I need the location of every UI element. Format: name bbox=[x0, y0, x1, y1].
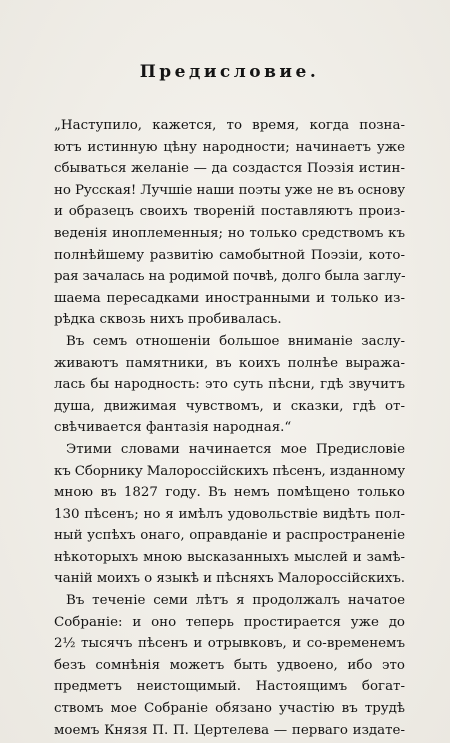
text-line: предметъ неистощимый. Настоящимъ богат- bbox=[54, 679, 405, 695]
text-line: рая зачалась на родимой почвѣ, долго была заглу- bbox=[54, 269, 406, 285]
text-line: Этими словами начинается мое Предисловіе bbox=[66, 441, 405, 457]
text-line: живаютъ памятники, въ коихъ полнѣе выража- bbox=[54, 355, 405, 371]
text-line: свѣчивается фантазія народная.“ bbox=[54, 420, 292, 436]
text-line: чаній моихъ о языкѣ и пѣсняхъ Малороссійскихъ. bbox=[54, 571, 405, 587]
text-line: Собраніе: и оно теперь простирается уже до bbox=[54, 614, 405, 630]
paragraph-4 bbox=[54, 590, 405, 741]
text-line: полнѣйшему развитію самобытной Поэзіи, кото- bbox=[54, 247, 405, 263]
text-line: 2½ тысячъ пѣсенъ и отрывковъ, и со-временемъ bbox=[54, 636, 405, 652]
text-line: мною въ 1827 году. Въ немъ помѣщено только bbox=[54, 485, 405, 501]
text-line: нѣкоторыхъ мною высказанныхъ мыслей и замѣ- bbox=[54, 549, 405, 565]
text-line: къ Сборнику Малороссійскихъ пѣсенъ, изданному bbox=[54, 463, 405, 479]
paragraph-2 bbox=[54, 331, 405, 439]
text-line: моемъ Князя П. П. Цертелева — перваго издате- bbox=[54, 722, 405, 738]
text-line: душа, движимая чувствомъ, и сказки, гдѣ от- bbox=[54, 398, 405, 414]
text-line: Въ семъ отношеніи большое вниманіе заслу- bbox=[66, 333, 405, 349]
text-line: Въ теченіе семи лѣтъ я продолжалъ начатое bbox=[66, 593, 405, 609]
paragraph-3 bbox=[54, 439, 405, 590]
text-line: и образецъ своихъ твореній поставляютъ произ- bbox=[54, 204, 405, 220]
text-line: сбываться желаніе — да создастся Поэзія истин- bbox=[54, 161, 405, 177]
text-line: шаема пересадками иностранными и только из- bbox=[54, 290, 405, 306]
text-line: 130 пѣсенъ; но я имѣлъ удовольствіе видѣть пол- bbox=[54, 506, 405, 522]
page-title: Предисловие. bbox=[139, 62, 320, 82]
text-line: но Русская! Лучшіе наши поэты уже не въ основу bbox=[54, 182, 405, 198]
text-line: лась бы народность: это суть пѣсни, гдѣ звучитъ bbox=[54, 377, 405, 393]
text-line: ствомъ мое Собраніе обязано участію въ трудѣ bbox=[54, 701, 405, 717]
text-line: ный успѣхъ онаго, оправданіе и распространеніе bbox=[54, 528, 405, 544]
text-line: безъ сомнѣнія можетъ быть удвоено, ибо это bbox=[54, 657, 405, 673]
text-line: рѣдка сквозь нихъ пробивалась. bbox=[54, 312, 282, 328]
text-line: „Наступило, кажется, то время, когда позна- bbox=[54, 118, 405, 133]
text-line: ютъ истинную цѣну народности; начинаетъ уже bbox=[54, 139, 405, 155]
text-line: веденія иноплеменныя; но только средствомъ къ bbox=[54, 225, 405, 241]
paragraph-1 bbox=[54, 115, 405, 331]
